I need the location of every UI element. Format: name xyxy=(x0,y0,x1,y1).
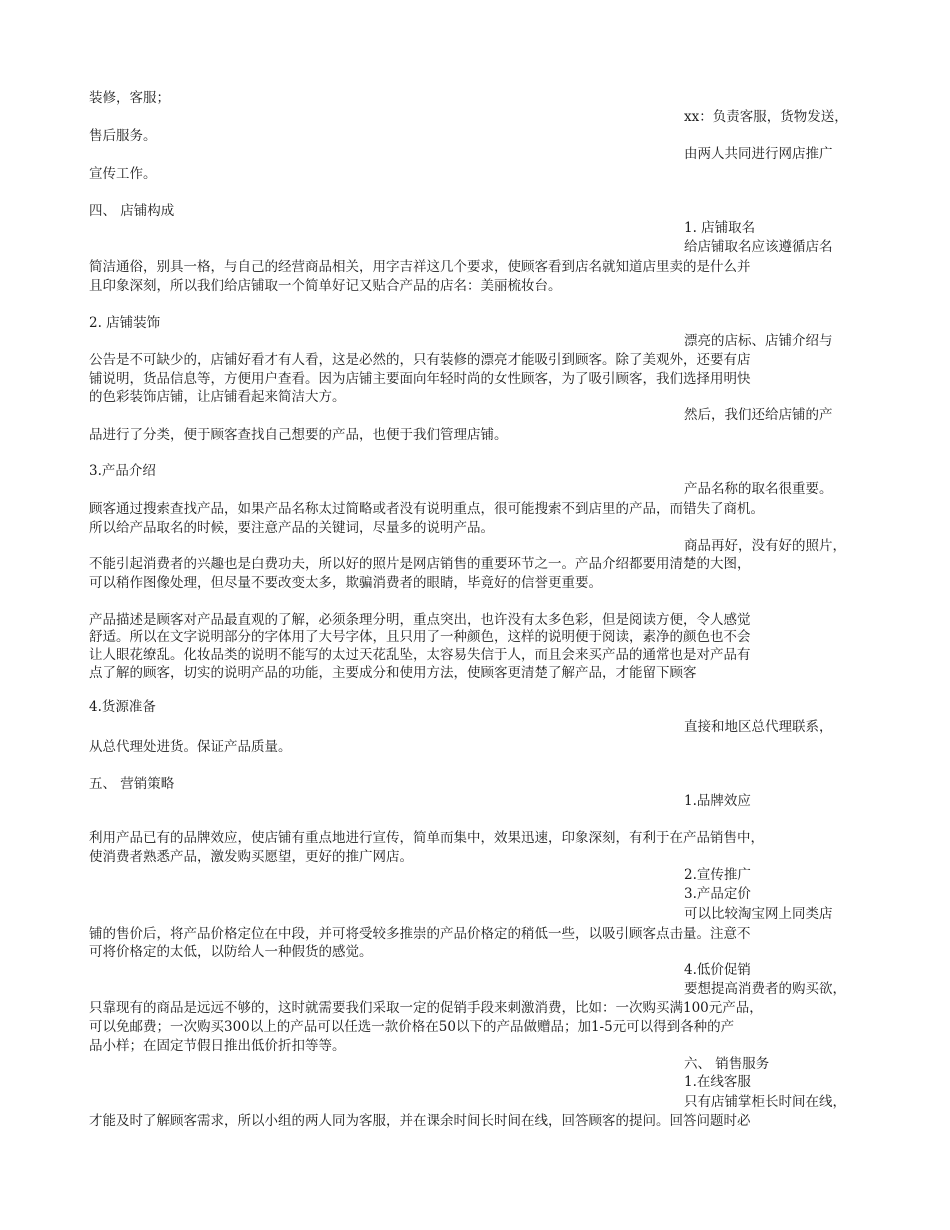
text-line: 只靠现有的商品是远远不够的，这时就需要我们采取一定的促销手段来刺激消费，比如：一次购买满100元产品， xyxy=(89,1000,763,1016)
text-line: 舒适。所以在文字说明部分的字体用了大号字体，且只用了一种颜色，这样的说明便于阅读，素净的颜色也不会 xyxy=(89,629,751,645)
text-line: 从总代理处进货。保证产品质量。 xyxy=(89,739,292,755)
text-line: 直接和地区总代理联系， xyxy=(684,719,833,735)
text-line: 点了解的顾客，切实的说明产品的功能，主要成分和使用方法，使顾客更清楚了解产品，才能留下顾客 xyxy=(89,665,697,681)
subsection-heading: 1.在线客服 xyxy=(684,1074,751,1090)
text-line: 装修，客服； xyxy=(89,90,170,106)
text-line: 可以免邮费；一次购买300以上的产品可以任选一款价格在50以下的产品做赠品；加1-5元可以得到各种的产 xyxy=(89,1019,735,1035)
text-line: 可以稍作图像处理，但尽量不要改变太多，欺骗消费者的眼睛，毕竟好的信誉更重要。 xyxy=(89,575,602,591)
text-line: 给店铺取名应该遵循店名 xyxy=(684,239,833,255)
text-line: 产品名称的取名很重要。 xyxy=(684,481,833,497)
text-line: 要想提高消费者的购买欲， xyxy=(684,981,846,997)
subsection-heading: 1.品牌效应 xyxy=(684,793,751,809)
text-line: 才能及时了解顾客需求，所以小组的两人同为客服，并在课余时间长时间在线，回答顾客的提问。回答问题时必 xyxy=(89,1113,751,1129)
section-heading: 六、 销售服务 xyxy=(684,1056,770,1072)
subsection-heading: 3.产品介绍 xyxy=(89,463,156,479)
text-line: 公告是不可缺少的，店铺好看才有人看，这是必然的，只有装修的漂亮才能吸引到顾客。除了美观外，还要有店 xyxy=(89,352,751,368)
text-line: 漂亮的店标、店铺介绍与 xyxy=(684,333,833,349)
text-line: 所以给产品取名的时候，要注意产品的关键词，尽量多的说明产品。 xyxy=(89,520,494,536)
section-heading: 四、 店铺构成 xyxy=(89,203,175,219)
text-line: 使消费者熟悉产品，激发购买愿望，更好的推广网店。 xyxy=(89,849,413,865)
section-heading: 五、 营销策略 xyxy=(89,776,175,792)
text-line: 顾客通过搜索查找产品，如果产品名称太过简略或者没有说明重点，很可能搜索不到店里的产品，而错失了商机。 xyxy=(89,501,764,517)
subsection-heading: 3.产品定价 xyxy=(684,886,751,902)
text-line: 可将价格定的太低，以防给人一种假货的感觉。 xyxy=(89,944,373,960)
text-line: xx：负责客服，货物发送， xyxy=(684,109,848,125)
text-line: 商品再好，没有好的照片， xyxy=(684,538,846,554)
text-line: 宣传工作。 xyxy=(89,166,157,182)
text-line: 可以比较淘宝网上同类店 xyxy=(684,906,833,922)
text-line: 只有店铺掌柜长时间在线， xyxy=(684,1094,846,1110)
text-line: 利用产品已有的品牌效应，使店铺有重点地进行宣传，简单而集中，效果迅速，印象深刻，有利于在产品销售中， xyxy=(89,830,764,846)
text-line: 不能引起消费者的兴趣也是白费功夫，所以好的照片是网店销售的重要环节之一。产品介绍都要用清楚的大图， xyxy=(89,556,751,572)
subsection-heading: 2.宣传推广 xyxy=(684,867,751,883)
text-line: 简洁通俗，别具一格，与自己的经营商品相关，用字吉祥这几个要求，使顾客看到店名就知道店里卖的是什么并 xyxy=(89,259,751,275)
text-line: 然后，我们还给店铺的产 xyxy=(684,407,833,423)
text-line: 的色彩装饰店铺，让店铺看起来简洁大方。 xyxy=(89,389,346,405)
subsection-heading: 4.货源准备 xyxy=(89,699,156,715)
text-line: 产品描述是顾客对产品最直观的了解，必须条理分明，重点突出，也许没有太多色彩，但是阅读方便，令人感觉 xyxy=(89,612,751,628)
text-line: 品进行了分类，便于顾客查找自己想要的产品，也便于我们管理店铺。 xyxy=(89,427,508,443)
subsection-heading: 4.低价促销 xyxy=(684,962,751,978)
text-line: 铺的售价后，将产品价格定位在中段，并可将受较多推崇的产品价格定的稍低一些，以吸引顾客点击量。注意不 xyxy=(89,926,751,942)
text-line: 售后服务。 xyxy=(89,128,157,144)
text-line: 品小样；在固定节假日推出低价折扣等等。 xyxy=(89,1038,346,1054)
text-line: 让人眼花缭乱。化妆品类的说明不能写的太过天花乱坠，太容易失信于人，而且会来买产品的通常也是对产品有 xyxy=(89,647,751,663)
subsection-heading: 1. 店铺取名 xyxy=(684,220,756,236)
text-line: 由两人共同进行网店推广 xyxy=(684,146,833,162)
text-line: 铺说明，货品信息等，方便用户查看。因为店铺主要面向年轻时尚的女性顾客，为了吸引顾客，我们选择用明快 xyxy=(89,371,751,387)
subsection-heading: 2. 店铺装饰 xyxy=(89,315,161,331)
text-line: 且印象深刻，所以我们给店铺取一个简单好记又贴合产品的店名：美丽梳妆台。 xyxy=(89,278,562,294)
